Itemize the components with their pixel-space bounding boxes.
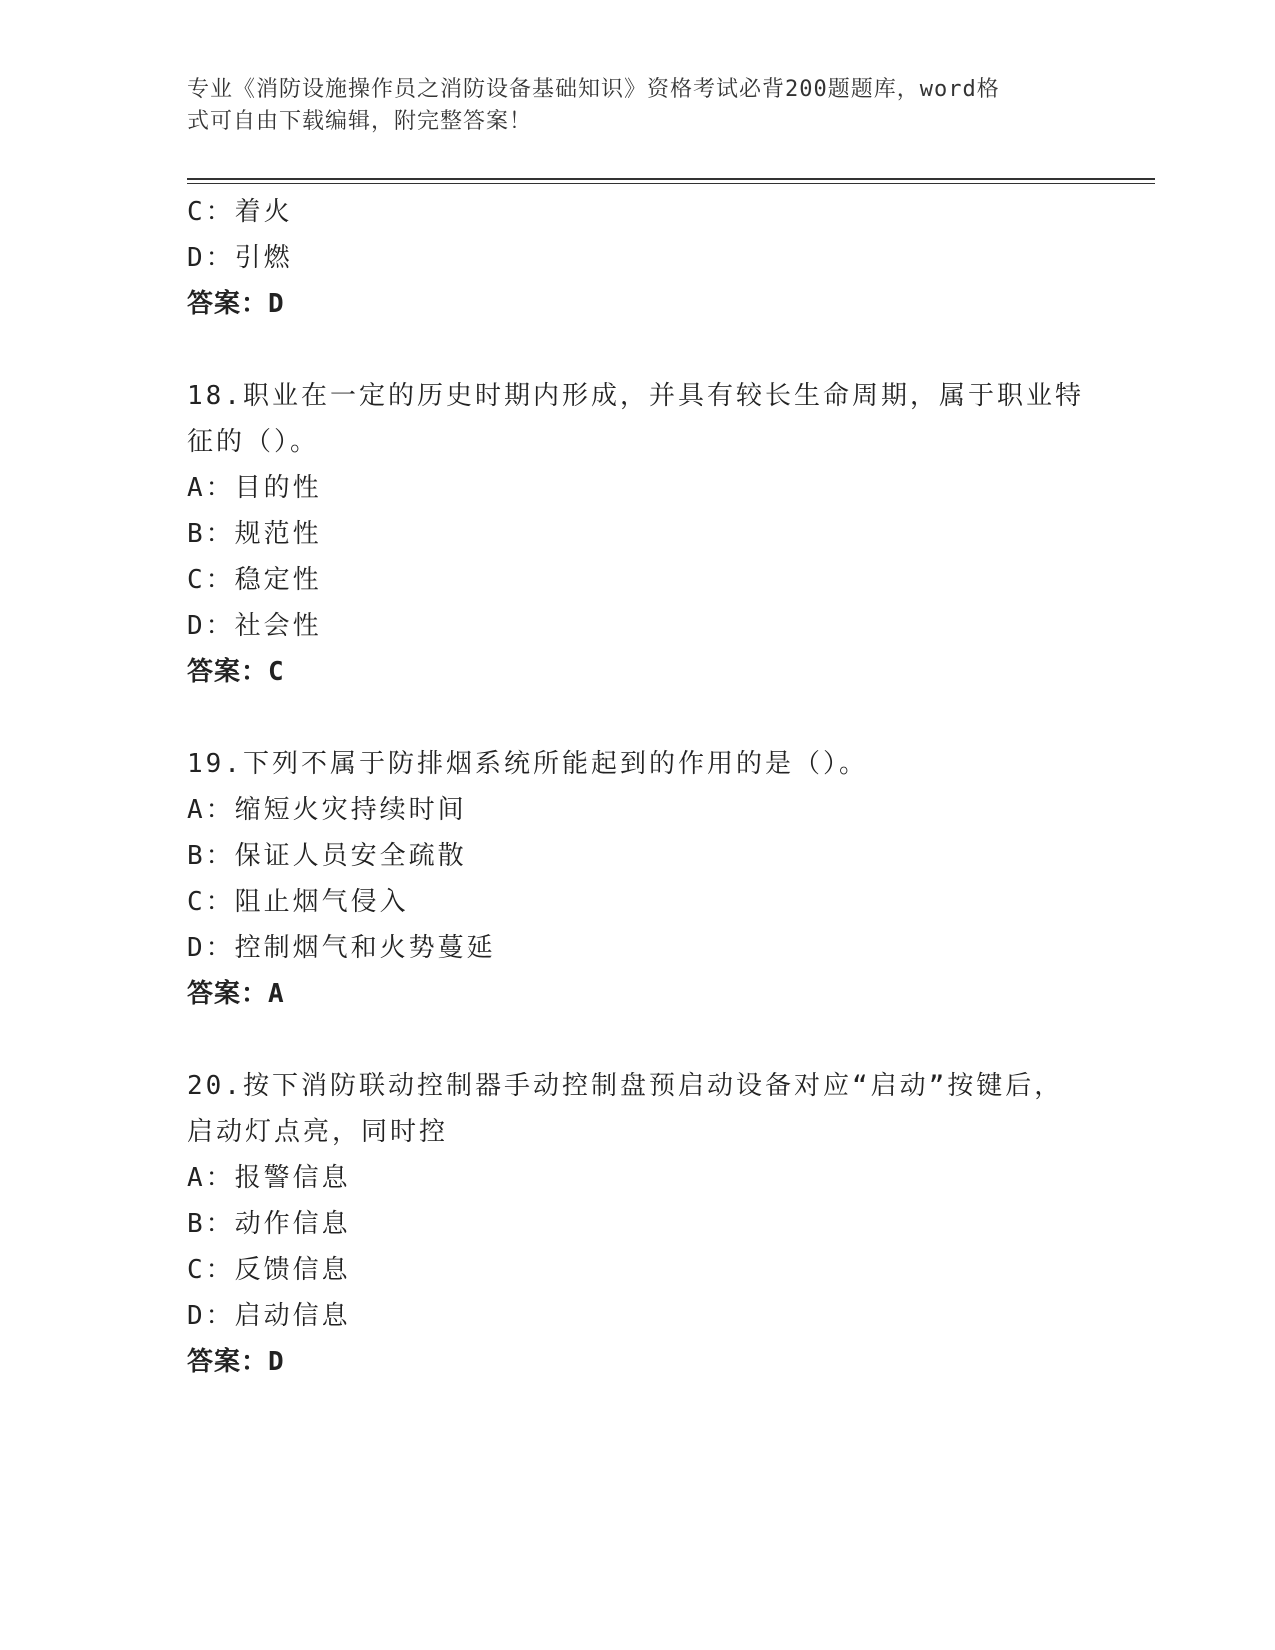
question-stem-line-1: 20.按下消防联动控制器手动控制盘预启动设备对应“启动”按键后， [187,1071,1064,1101]
header-divider-thin [187,183,1155,184]
document-header [187,74,1067,138]
question-stem-line-2: 启动灯点亮，同时控 [187,1117,449,1147]
question-20 [187,1063,1087,1385]
previous-question-tail [187,189,1087,327]
question-19 [187,741,1087,1017]
question-list [187,189,1087,1385]
option-a: A：报警信息 [187,1163,351,1193]
answer-line: 答案：A [187,979,285,1009]
option-b: B：动作信息 [187,1209,351,1239]
question-18 [187,373,1087,695]
option-a: A：目的性 [187,473,322,503]
option-c: C：稳定性 [187,565,322,595]
answer-line: 答案：D [187,289,285,319]
option-a: A：缩短火灾持续时间 [187,795,467,825]
header-line-2: 式可自由下载编辑，附完整答案！ [187,109,533,134]
header-divider [187,178,1155,180]
option-d: D：控制烟气和火势蔓延 [187,933,496,963]
option-b: B：规范性 [187,519,322,549]
header-line-1: 专业《消防设施操作员之消防设备基础知识》资格考试必背200题题库，word格 [187,77,1000,102]
question-stem-line-1: 18.职业在一定的历史时期内形成，并具有较长生命周期，属于职业特 [187,381,1084,411]
answer-line: 答案：C [187,657,285,687]
option-c: C：着火 [187,197,293,227]
question-stem-line-1: 19.下列不属于防排烟系统所能起到的作用的是（）。 [187,749,868,779]
option-d: D：引燃 [187,243,293,273]
option-b: B：保证人员安全疏散 [187,841,467,871]
option-d: D：启动信息 [187,1301,351,1331]
answer-line: 答案：D [187,1347,285,1377]
question-stem-line-2: 征的（）。 [187,427,320,457]
option-c: C：阻止烟气侵入 [187,887,409,917]
option-d: D：社会性 [187,611,322,641]
option-c: C：反馈信息 [187,1255,351,1285]
